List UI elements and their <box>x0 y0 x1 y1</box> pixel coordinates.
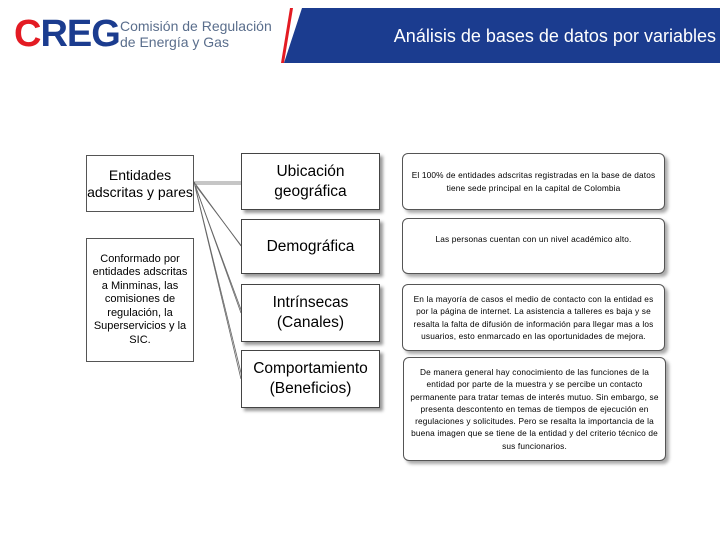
entities-box: Entidades adscritas y pares <box>86 155 194 212</box>
finding-comportamiento: De manera general hay conocimiento de las funciones de la entidad por parte de la muestra y se percibe un contacto permanente para tratar temas de interés mutuo. Sin embargo, se presenta descontento en temas de tiempos de ejecución en regulaciones y solicitudes. Pero se resalta la importancia de la buena imagen que se tiene de la entidad y del criterio técnico de sus funcionarios. <box>403 357 666 461</box>
finding-ubicacion: El 100% de entidades adscritas registradas en la base de datos tiene sede principal en la capital de Colombia <box>402 153 665 210</box>
finding-intrinsecas: En la mayoría de casos el medio de contacto con la entidad es por la página de internet. La asistencia a talleres es baja y se resalta la falta de difusión de información para llegar mas a los usuarios, esto enmarcado en las oportunidades de mejora. <box>402 284 665 351</box>
connector-bundle-c <box>196 188 243 315</box>
org-line-1: Comisión de Regulación <box>120 18 272 34</box>
category-comportamiento: Comportamiento (Beneficios) <box>241 350 380 408</box>
page-title: Análisis de bases de datos por variables <box>393 26 716 46</box>
category-ubicacion-geografica: Ubicación geográfica <box>241 153 380 210</box>
category-demografica: Demográfica <box>241 219 380 274</box>
finding-demografica: Las personas cuentan con un nivel académico alto. <box>402 218 665 274</box>
category-intrinsecas: Intrínsecas (Canales) <box>241 284 380 342</box>
org-line-2: de Energía y Gas <box>120 34 229 50</box>
connector-bundle-d <box>196 190 243 381</box>
description-box: Conformado por entidades adscritas a Minminas, las comisiones de regulación, la Superservicios y la SIC. <box>86 238 194 362</box>
logo-wordmark: CREG <box>14 13 120 55</box>
